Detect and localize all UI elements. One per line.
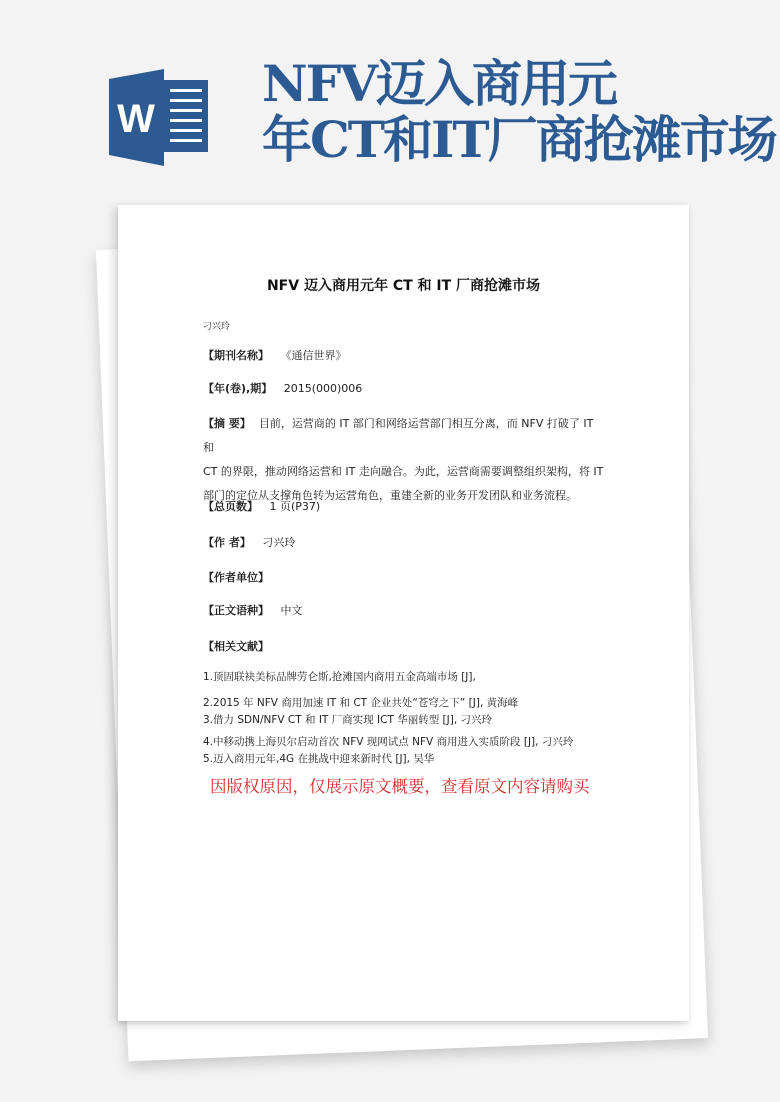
author-label: 【作 者】 [203, 536, 251, 549]
references-label: 【相关文献】 [203, 640, 269, 653]
banner-title [262, 56, 776, 168]
abstract-field [203, 412, 605, 508]
language-label: 【正文语种】 [203, 604, 269, 617]
abstract-line: 目前，运营商的 IT 部门和网络运营部门相互分离，而 NFV 打破了 IT 和 [203, 417, 594, 454]
reference-item: 5.迈入商用元年,4G 在挑战中迎来新时代 [J], 吴华 [203, 753, 435, 765]
reference-item: 4.中移动携上海贝尔启动首次 NFV 现网试点 NFV 商用进入实质阶段 [J], 刁兴玲 [203, 736, 574, 748]
document-title: NFV 迈入商用元年 CT 和 IT 厂商抢滩市场 [266, 278, 541, 294]
svg-text:W: W [117, 97, 155, 141]
copyright-notice: 因版权原因，仅展示原文概要，查看原文内容请购买 [210, 777, 590, 796]
references-heading [203, 638, 605, 654]
pages-label: 【总页数】 [203, 500, 258, 513]
author-value: 刁兴玲 [262, 536, 296, 549]
journal-label: 【期刊名称】 [203, 349, 269, 362]
author-field [203, 534, 605, 550]
issue-value: 2015(000)006 [283, 382, 363, 395]
abstract-label: 【摘 要】 [203, 417, 251, 430]
journal-value: 《通信世界》 [280, 349, 347, 362]
pages-field [203, 498, 605, 514]
issue-field [203, 380, 605, 396]
affiliation-field [203, 569, 605, 585]
abstract-line: CT 的界限，推动网络运营和 IT 走向融合。为此，运营商需要调整组织架构，将 IT [203, 465, 604, 478]
language-field [203, 602, 605, 618]
reference-list [203, 669, 623, 768]
affiliation-label: 【作者单位】 [203, 571, 269, 584]
reference-item: 1.顶固联袂美标品牌劳仑斯,抢滩国内商用五金高端市场 [J], [203, 671, 476, 683]
abstract-line: 部门的定位从支撑角色转为运营角色，重建全新的业务开发团队和业务流程。 [203, 489, 577, 502]
reference-item: 3.借力 SDN/NFV CT 和 IT 厂商实现 ICT 华丽转型 [J], 刁兴玲 [203, 714, 493, 726]
document-page [118, 205, 689, 1021]
banner-title-line1: NFV迈入商用元 [262, 54, 616, 113]
pages-value: 1 页(P37) [269, 500, 321, 513]
author-line: 刁兴玲 [203, 322, 231, 332]
reference-item: 2.2015 年 NFV 商用加速 IT 和 CT 企业共处“苍穹之下” [J], 黄海峰 [203, 697, 519, 709]
word-document-icon [100, 55, 220, 175]
language-value: 中文 [280, 604, 303, 617]
journal-field [203, 347, 605, 363]
banner-title-line2: 年CT和IT厂商抢滩市场 [262, 110, 776, 169]
issue-label: 【年(卷),期】 [203, 382, 273, 395]
